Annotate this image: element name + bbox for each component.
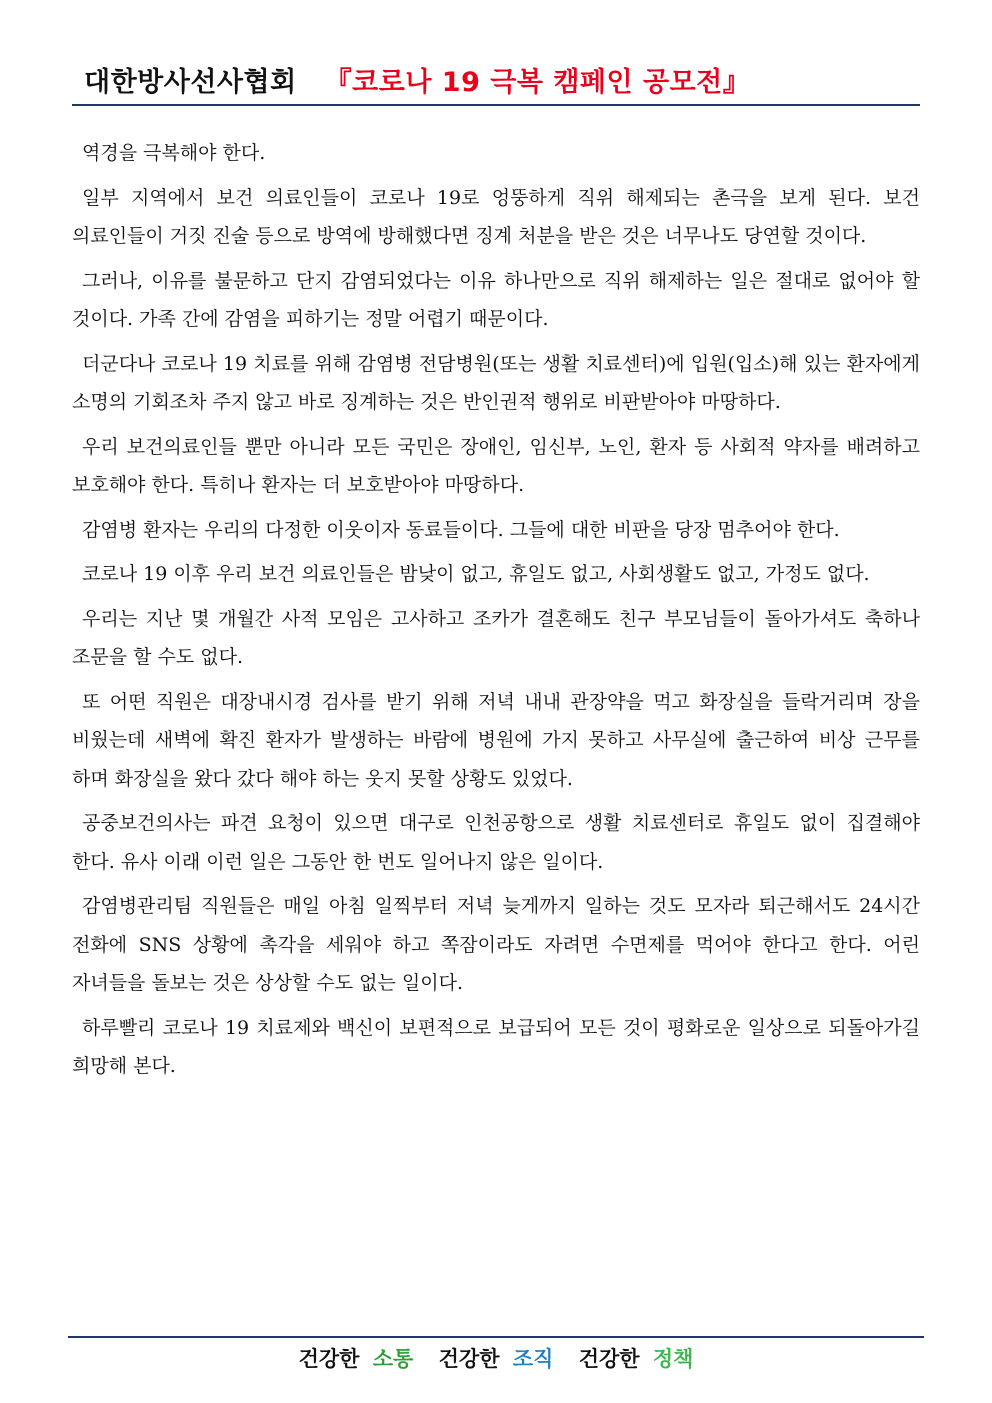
paragraph: 감염병관리팀 직원들은 매일 아침 일찍부터 저녁 늦게까지 일하는 것도 모자라 퇴근해서도 24시간 전화에 SNS 상황에 촉각을 세워야 하고 쪽잠이라도 자려면 수면제를 먹어야 한다고 한다. 어린 자녀들을 돌보는 것은 상상할 수도 없는 일이다. [72, 895, 920, 994]
footer-divider [68, 1336, 924, 1338]
header-divider [72, 104, 920, 106]
document-header [72, 52, 920, 106]
paragraph: 코로나 19 이후 우리 보건 의료인들은 밤낮이 없고, 휴일도 없고, 사회생활도 없고, 가정도 없다. [82, 563, 870, 585]
paragraph: 더군다나 코로나 19 치료를 위해 감염병 전담병원(또는 생활 치료센터)에 입원(입소)해 있는 환자에게 소명의 기회조차 주지 않고 바로 징계하는 것은 반인권적 행위로 비판받아야 마땅하다. [72, 352, 920, 413]
paragraph: 공중보건의사는 파견 요청이 있으면 대구로 인천공항으로 생활 치료센터로 휴일도 없이 집결해야 한다. 유사 이래 이런 일은 그동안 한 번도 일어나지 않은 일이다. [72, 812, 920, 873]
paragraph: 역경을 극복해야 한다. [82, 142, 266, 164]
paragraph: 감염병 환자는 우리의 다정한 이웃이자 동료들이다. 그들에 대한 비판을 당장 멈추어야 한다. [82, 518, 840, 541]
org-name: 대한방사선사협회 [84, 66, 297, 98]
footer-slogan [0, 1342, 992, 1376]
slogan-word-organization: 조직 [512, 1347, 554, 1371]
slogan-word-communication: 소통 [372, 1347, 414, 1371]
paragraph: 하루빨리 코로나 19 치료제와 백신이 보편적으로 보급되어 모든 것이 평화로운 일상으로 되돌아가길 희망해 본다. [72, 1016, 920, 1077]
paragraph: 우리는 지난 몇 개월간 사적 모임은 고사하고 조카가 결혼해도 친구 부모님들이 돌아가셔도 축하나 조문을 할 수도 없다. [72, 607, 920, 668]
slogan-prefix: 건강한 [298, 1347, 360, 1371]
paragraph: 일부 지역에서 보건 의료인들이 코로나 19로 엉뚱하게 직위 해제되는 촌극을 보게 된다. 보건 의료인들이 거짓 진술 등으로 방역에 방해했다면 징계 처분을 받은 것은 너무나도 당연할 것이다. [72, 186, 920, 247]
paragraph: 우리 보건의료인들 뿐만 아니라 모든 국민은 장애인, 임신부, 노인, 환자 등 사회적 약자를 배려하고 보호해야 한다. 특히나 환자는 더 보호받아야 마땅하다. [72, 435, 920, 496]
essay-body [72, 134, 920, 1092]
slogan-word-policy: 정책 [652, 1347, 694, 1371]
paragraph: 또 어떤 직원은 대장내시경 검사를 받기 위해 저녁 내내 관장약을 먹고 화장실을 들락거리며 장을 비웠는데 새벽에 확진 환자가 발생하는 바람에 병원에 가지 못하고 사무실에 출근하여 비상 근무를 하며 화장실을 왔다 갔다 해야 하는 웃지 못할 상황도 있었다. [72, 690, 920, 790]
slogan-prefix: 건강한 [578, 1347, 640, 1371]
paragraph: 그러나, 이유를 불문하고 단지 감염되었다는 이유 하나만으로 직위 해제하는 일은 절대로 없어야 할 것이다. 가족 간에 감염을 피하기는 정말 어렵기 때문이다. [72, 269, 920, 330]
campaign-title: 『코로나 19 극복 캠페인 공모전』 [324, 66, 751, 98]
slogan-prefix: 건강한 [438, 1347, 500, 1371]
